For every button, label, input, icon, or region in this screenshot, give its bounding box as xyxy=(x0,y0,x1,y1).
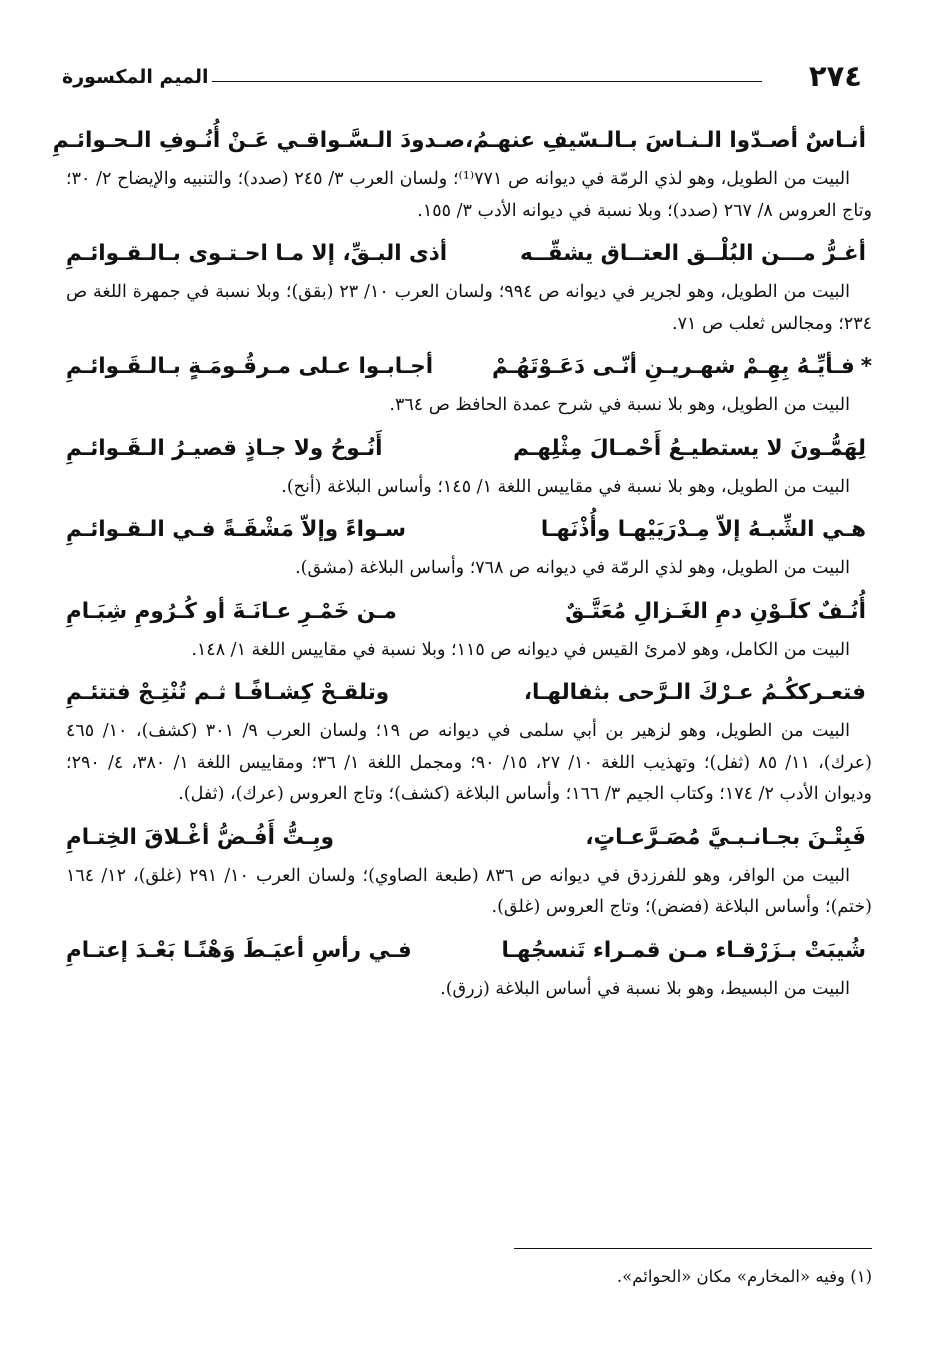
verse-line xyxy=(66,507,872,553)
verse-line xyxy=(66,815,872,861)
verse-note: البيت من الطويل، وهو لذي الرمّة في ديوانه ص ٧٧١⁽¹⁾؛ ولسان العرب ٣/ ٢٤٥ (صدد)؛ والتنبيه والإيضاح ٢/ ٣٠؛ وتاج العروس ٨/ ٢٦٧ (صدد)؛ وبلا نسبة في ديوانه الأدب ٣/ ١٥٥. xyxy=(66,169,872,221)
page-header xyxy=(62,58,862,98)
verse-first-hemistich: شُيبَتْ بـزَرْقـاء مـن قمـراء تَنسجُهـا xyxy=(501,937,866,963)
star-marker: * xyxy=(860,354,872,379)
verse-entry xyxy=(66,426,872,504)
verse-line xyxy=(66,426,872,472)
verse-entry xyxy=(66,928,872,1006)
verse-first-hemistich: أُنُـفٌ كلَـوْنِ دمِ الغَـزالِ مُعَتَّـقٌ xyxy=(565,598,866,624)
verse-note: البيت من الطويل، وهو لذي الرمّة في ديوانه ص ٧٦٨؛ وأساس البلاغة (مشق). xyxy=(295,558,850,578)
verse-second-hemistich: صـدودَ الـسَّـواقـي عَـنْ أُنُـوفِ الـحـوائـمِ xyxy=(52,128,466,153)
verse-first-hemistich: هـي الشِّبـهُ إلاّ مِـدْرَيَيْهـا وأُذْنَهـا xyxy=(540,517,866,542)
verse-entry xyxy=(66,231,872,340)
verse-second-hemistich: وتلقـحْ كِشـافًـا ثـم تُنْتِـجْ فتتئـمِ xyxy=(66,680,390,705)
verse-second-hemistich: أجـابـوا عـلى مـرقُـومَـةٍ بـالـقَـوائـمِ xyxy=(66,354,434,379)
verse-note: البيت من الطويل، وهو بلا نسبة في مقاييس اللغة ١/ ١٤٥؛ وأساس البلاغة (أنح). xyxy=(281,476,850,497)
verse-first-hemistich: *فـأيِّـهُ بِهِـمْ شهـريـنِ أنّـى دَعَـوْتَهُـمْ xyxy=(491,354,872,379)
verse-first-hemistich: لِهَمُّـونَ لا يستطيـعُ أَحْمـالَ مِثْلِهـم xyxy=(513,435,866,461)
verse-second-hemistich: مـن خَمْـرِ عـانَـةَ أو كُـرُومِ شِبَـامِ xyxy=(66,598,397,624)
page-number: ٢٧٤ xyxy=(808,59,862,93)
verse-first-hemistich: فتعـرككُـمُ عـرْكَ الـرَّحى بثفالهـا، xyxy=(523,680,866,705)
verse-note: البيت من الطويل، وهو بلا نسبة في شرح عمدة الحافظ ص ٣٦٤. xyxy=(389,395,850,415)
verse-entry xyxy=(52,118,872,227)
verse-entry xyxy=(66,815,872,924)
verse-note: البيت من الوافر، وهو للفرزدق في ديوانه ص ٨٣٦ (طبعة الصاوي)؛ ولسان العرب ١٠/ ٢٩١ (غلق)، ١٢/ ١٦٤ (ختم)؛ وأساس البلاغة (فضض)؛ وتاج العروس (غلق). xyxy=(66,865,872,917)
verse-note: البيت من الطويل، وهو لزهير بن أبي سلمى في ديوانه ص ١٩؛ ولسان العرب ٩/ ٣٠١ (كشف)، ١٠/ ٤٦٥ (عرك)، ١١/ ٨٥ (ثفل)؛ وتهذيب اللغة ١٠/ ٢٧، ١٥/ ٩٠؛ ومجمل اللغة ١/ ٣٦؛ ومقاييس اللغة ١/ ٣٨٠، ٤/ ٢٩٠؛ وديوان الأدب ٢/ ١٧٤؛ وكتاب الجيم ٣/ ١٦٦؛ وأساس البلاغة (كشف)؛ وتاج العروس (عرك)، (ثفل). xyxy=(66,721,872,804)
verse-second-hemistich: أَنُـوحُ ولا جـاذٍ قصيـرُ الـقَـوائـمِ xyxy=(66,435,383,461)
verse-first-hemistich: أنـاسٌ أصـدّوا الـنـاسَ بـالـسّيفِ عنهـمُ، xyxy=(465,128,866,153)
verse-note: البيت من البسيط، وهو بلا نسبة في أساس البلاغة (زرق). xyxy=(440,978,850,999)
verse-line xyxy=(66,928,872,974)
verse-second-hemistich: وبِـتُّ أَفُـضُّ أغْـلاقَ الخِتـامِ xyxy=(66,824,334,850)
verse-second-hemistich: سـواءً وإلاّ مَشْقَـةً فـي الـقـوائـمِ xyxy=(66,517,406,542)
verse-second-hemistich: أذى البـقِّ، إلا مـا احـتـوى بـالـقـوائـمِ xyxy=(66,241,448,266)
footnote-rule xyxy=(514,1248,872,1249)
verse-line xyxy=(66,231,872,277)
verse-entry xyxy=(66,507,872,585)
verse-line xyxy=(52,118,872,164)
verse-entry xyxy=(66,589,872,667)
running-title: الميم المكسورة xyxy=(62,66,209,88)
verse-entry xyxy=(66,344,872,422)
footnote: (١) وفيه «المخارم» مكان «الحوائم». xyxy=(616,1267,872,1286)
verse-entry xyxy=(66,670,872,811)
verse-first-hemistich: فَبِتْـنَ بجـانـبـيَّ مُصَـرَّعـاتٍ، xyxy=(585,824,866,850)
verse-note: البيت من الطويل، وهو لجرير في ديوانه ص ٩٩٤؛ ولسان العرب ١٠/ ٢٣ (بقق)؛ وبلا نسبة في جمهرة اللغة ص ٢٣٤؛ ومجالس ثعلب ص ٧١. xyxy=(66,282,872,334)
verse-note: البيت من الكامل، وهو لامرئ القيس في ديوانه ص ١١٥؛ وبلا نسبة في مقاييس اللغة ١/ ١٤٨. xyxy=(191,639,850,660)
verse-second-hemistich: فـي رأسِ أعيَـطَ وَهْنًـا بَعْـدَ إعتـامِ xyxy=(66,937,412,963)
entries-list xyxy=(52,118,872,1009)
verse-line xyxy=(66,344,872,390)
verse-line xyxy=(66,670,872,716)
verse-line xyxy=(66,589,872,635)
header-rule xyxy=(212,81,762,82)
verse-first-hemistich: أغـرُّ مـــن البُلْــق العتــاق يشقّــه xyxy=(519,241,866,266)
